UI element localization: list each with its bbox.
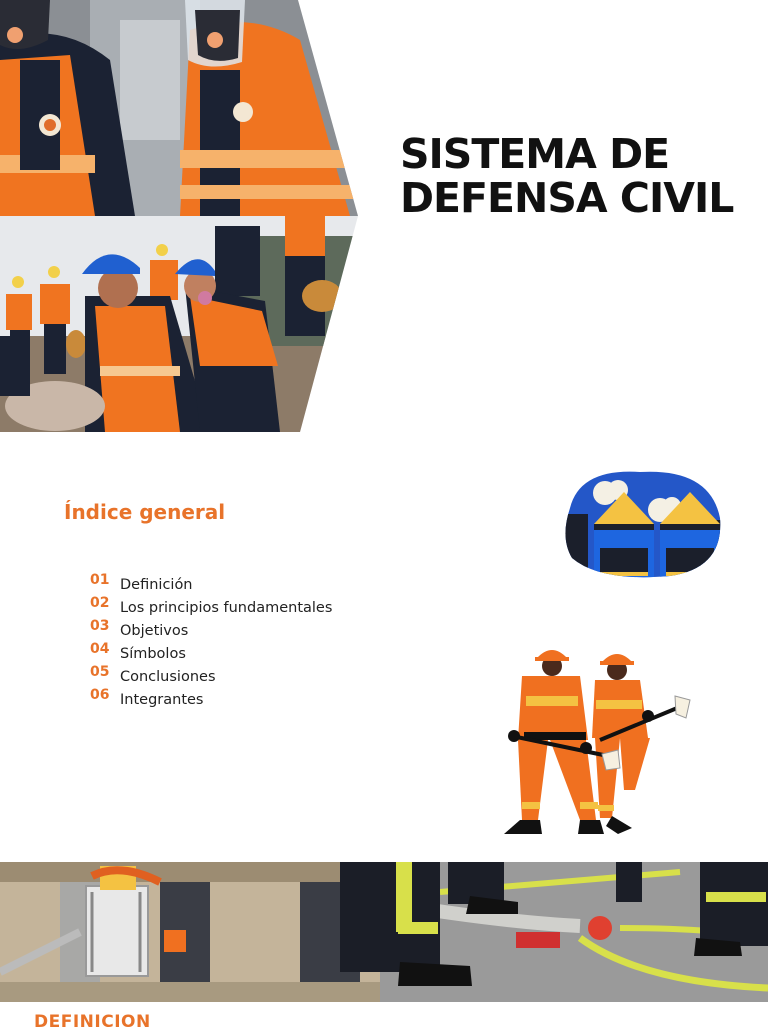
index-number: 05 [90,664,110,680]
index-label: Definición [120,577,193,593]
index-label: Símbolos [120,646,186,662]
index-label: Conclusiones [120,669,216,685]
index-number: 03 [90,618,110,634]
index-number: 02 [90,595,110,611]
index-heading: Índice general [64,500,226,524]
index-label: Objetivos [120,623,189,639]
index-number: 01 [90,572,110,588]
page-title [400,132,760,220]
title-line-1: SISTEMA DE [400,130,670,178]
market-illustration [560,468,724,580]
index-label: Integrantes [120,692,204,708]
index-number: 04 [90,641,110,657]
section-heading-definicion: DEFINICION [34,1012,151,1032]
photo-rescue-workers-masks [0,0,360,216]
index-label: Los principios fundamentales [120,600,333,616]
firefighters-illustration [500,640,700,840]
index-number: 06 [90,687,110,703]
photo-rescue-team-dogs [0,216,360,432]
title-line-2: DEFENSA CIVIL [400,174,734,222]
photo-firefighters-hoses [0,862,768,1002]
